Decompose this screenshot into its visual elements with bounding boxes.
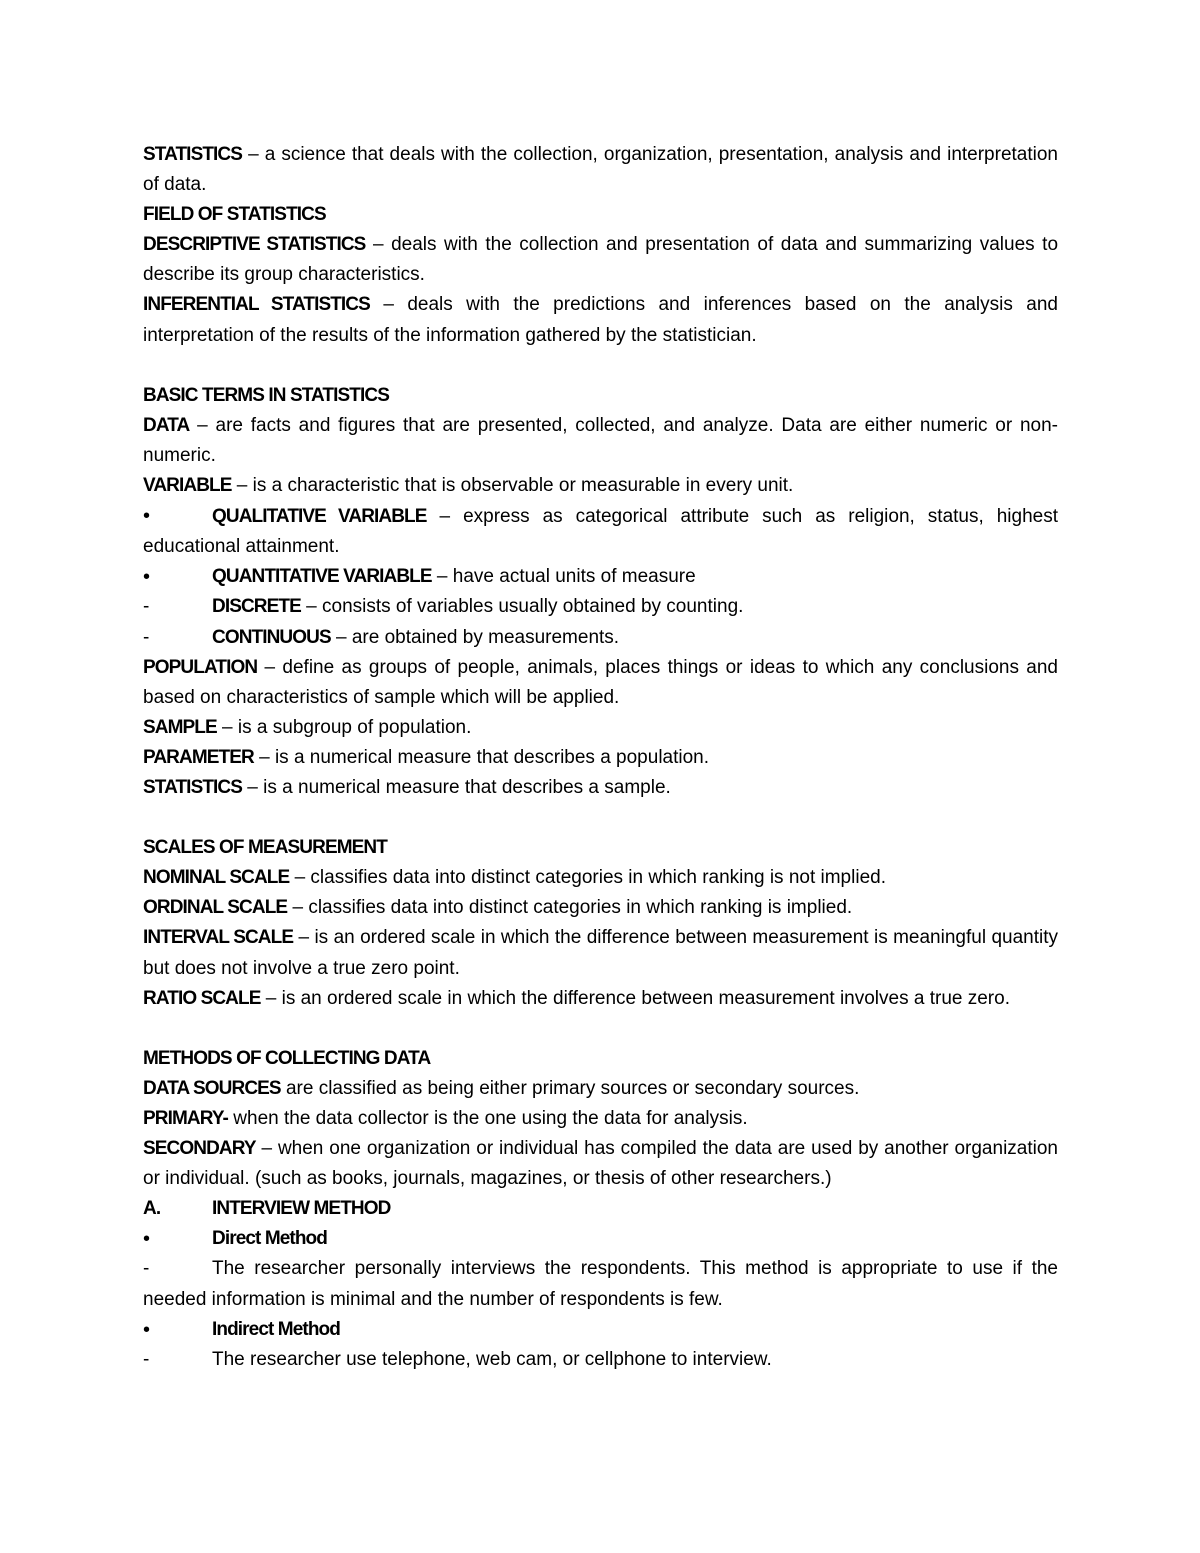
term-label: POPULATION [143, 656, 258, 678]
term-description: are obtained by measurements. [351, 626, 620, 648]
term-description: when one organization or individual has compiled the data are used by another organization or individual. (such as books, journals, magazines, or thesis of other researchers.) [143, 1138, 1058, 1190]
term-dash: – [260, 987, 282, 1009]
definition-sample [143, 713, 1058, 743]
term-label: ORDINAL SCALE [143, 897, 288, 919]
term-dash: – [369, 294, 408, 316]
list-item-quantitative-variable [143, 562, 1058, 592]
list-heading: Indirect Method [212, 1318, 340, 1340]
dash-marker-icon: - [143, 1258, 150, 1280]
term-description: define as groups of people, animals, places things or ideas to which any conclusions and based on characteristics of sample which will be applied. [143, 656, 1059, 708]
term-description: when the data collector is the one using the data for analysis. [233, 1108, 748, 1129]
definition-statistics-measure [143, 773, 1058, 803]
term-description: are classified as being either primary sources or secondary sources. [285, 1077, 860, 1099]
bullet-icon: • [143, 1228, 151, 1251]
section-heading-text: METHODS OF COLLECTING DATA [143, 1047, 431, 1069]
term-label: PRIMARY- [143, 1108, 228, 1129]
term-label: CONTINUOUS [212, 626, 331, 648]
definition-population [143, 653, 1058, 713]
definition-statistics [143, 140, 1058, 200]
term-dash: – [431, 566, 453, 588]
term-label: SAMPLE [143, 716, 217, 738]
list-description: The researcher use telephone, web cam, or cellphone to interview. [212, 1348, 772, 1370]
term-label: DATA SOURCES [143, 1077, 281, 1099]
definition-descriptive-statistics [143, 230, 1058, 290]
term-description: a science that deals with the collection, organization, presentation, analysis and interpretation of data. [143, 144, 1058, 196]
term-label: INFERENTIAL STATISTICS [143, 294, 370, 316]
term-dash: – [287, 897, 309, 919]
term-description: is an ordered scale in which the difference between measurement involves a true zero. [281, 987, 1010, 1009]
term-description: classifies data into distinct categories in which ranking is not implied. [310, 867, 886, 889]
term-label: NOMINAL SCALE [143, 867, 290, 889]
spacer [143, 1014, 1058, 1044]
term-dash: – [216, 716, 238, 738]
list-item-continuous [143, 623, 1058, 653]
term-dash: – [242, 776, 264, 798]
section-heading-text: BASIC TERMS IN STATISTICS [143, 384, 389, 406]
definition-variable [143, 471, 1058, 501]
list-item-discrete [143, 592, 1058, 622]
term-description: consists of variables usually obtained by counting. [322, 596, 744, 618]
term-label: DATA [143, 414, 190, 436]
list-description: The researcher personally interviews the respondents. This method is appropriate to use if the needed information is minimal and the number of respondents is few. [143, 1258, 1058, 1310]
term-label: STATISTICS [143, 144, 243, 165]
term-label: STATISTICS [143, 776, 243, 798]
term-dash: – [242, 144, 265, 165]
term-description: classifies data into distinct categories in which ranking is implied. [308, 897, 853, 919]
term-description: is a numerical measure that describes a population. [274, 746, 710, 768]
term-description: is a subgroup of population. [237, 716, 472, 738]
bullet-icon: • [143, 566, 151, 589]
term-dash: – [293, 927, 315, 949]
list-item-direct-description [143, 1254, 1058, 1314]
section-heading-text: FIELD OF STATISTICS [143, 204, 326, 226]
term-description: deals with the collection and presentation of data and summarizing values to describe its group characteristics. [143, 234, 1059, 286]
term-label: SECONDARY [143, 1138, 256, 1160]
definition-data-sources [143, 1074, 1058, 1104]
term-dash: – [289, 867, 311, 889]
list-item-interview-method [143, 1194, 1058, 1224]
definition-data [143, 411, 1058, 471]
term-description: is a numerical measure that describes a sample. [263, 776, 671, 798]
term-label: VARIABLE [143, 475, 232, 497]
term-dash: – [300, 596, 322, 618]
dash-marker-icon: - [143, 626, 150, 648]
definition-parameter [143, 743, 1058, 773]
definition-inferential-statistics [143, 290, 1058, 350]
term-label: PARAMETER [143, 746, 254, 768]
term-dash: – [231, 475, 253, 497]
term-dash: – [253, 746, 275, 768]
definition-nominal-scale [143, 863, 1058, 893]
term-description: are facts and figures that are presented, collected, and analyze. Data are either numeric or non-numeric. [143, 414, 1058, 466]
term-dash: – [189, 414, 216, 436]
spacer [143, 351, 1058, 381]
term-label: QUANTITATIVE VARIABLE [212, 566, 432, 588]
section-heading [143, 833, 1058, 863]
term-label: QUALITATIVE VARIABLE [212, 506, 427, 528]
list-heading: Direct Method [212, 1228, 327, 1250]
section-heading [143, 381, 1058, 411]
dash-marker-icon: - [143, 596, 150, 618]
term-dash: – [255, 1138, 278, 1160]
definition-interval-scale [143, 923, 1058, 983]
term-dash: – [365, 234, 392, 256]
list-item-indirect-description [143, 1345, 1058, 1375]
spacer [143, 803, 1058, 833]
section-heading-text: SCALES OF MEASUREMENT [143, 837, 387, 859]
bullet-icon: • [143, 1318, 151, 1341]
list-item-direct-method [143, 1224, 1058, 1254]
term-description: is a characteristic that is observable or measurable in every unit. [252, 475, 794, 497]
list-heading: INTERVIEW METHOD [212, 1198, 391, 1220]
term-description: is an ordered scale in which the difference between measurement is meaningful quantity but does not involve a true zero point. [143, 927, 1058, 979]
term-description: express as categorical attribute such as religion, status, highest educational attainment. [143, 506, 1059, 558]
list-item-qualitative-variable [143, 501, 1058, 562]
document-body [143, 140, 1058, 1375]
definition-secondary [143, 1134, 1058, 1194]
bullet-icon: • [143, 505, 151, 528]
list-item-indirect-method [143, 1315, 1058, 1345]
section-heading [143, 200, 1058, 230]
term-dash: – [330, 626, 352, 648]
definition-ordinal-scale [143, 893, 1058, 923]
section-heading [143, 1044, 1058, 1074]
dash-marker-icon: - [143, 1348, 150, 1370]
term-label: INTERVAL SCALE [143, 927, 294, 949]
definition-primary [143, 1104, 1058, 1134]
term-label: DESCRIPTIVE STATISTICS [143, 234, 366, 256]
term-label: DISCRETE [212, 596, 301, 618]
term-label: RATIO SCALE [143, 987, 261, 1009]
list-letter-marker: A. [143, 1198, 161, 1220]
term-dash: – [426, 506, 464, 528]
term-dash: – [257, 656, 283, 678]
term-description: have actual units of measure [452, 566, 696, 588]
term-description: deals with the predictions and inferences based on the analysis and interpretation of the results of the information gathered by the statistician. [143, 294, 1058, 346]
definition-ratio-scale [143, 984, 1058, 1014]
